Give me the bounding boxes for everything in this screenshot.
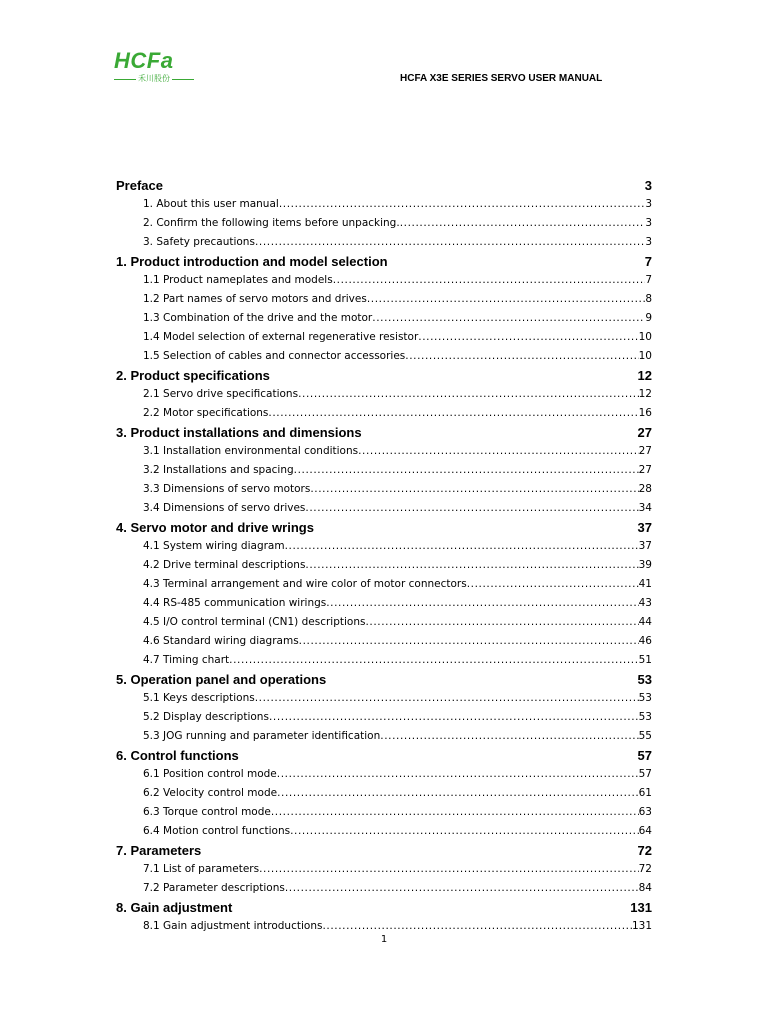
toc-entry-page: 43 (638, 597, 652, 609)
toc-dot-leader (418, 328, 638, 347)
toc-section-title: Preface (116, 178, 163, 193)
toc-dot-leader (255, 689, 639, 708)
toc-section-page: 53 (637, 672, 652, 687)
toc-entry-page: 16 (638, 407, 652, 419)
toc-entry-title: 5.1 Keys descriptions (143, 692, 255, 704)
toc-dot-leader (310, 480, 638, 499)
toc-dot-leader (372, 309, 645, 328)
toc-dot-leader (290, 822, 639, 841)
toc-dot-leader (305, 499, 638, 518)
toc-entry-page: 55 (638, 730, 652, 742)
toc-entry-row[interactable] (143, 537, 652, 556)
toc-entry-row[interactable] (143, 499, 652, 518)
toc-entry-row[interactable] (143, 347, 652, 366)
toc-dot-leader (279, 195, 646, 214)
toc-entry-row[interactable] (143, 632, 652, 651)
toc-entry-row[interactable] (143, 328, 652, 347)
toc-section-title: 3. Product installations and dimensions (116, 425, 362, 440)
toc-entry-page: 27 (638, 445, 652, 457)
toc-section-title: 5. Operation panel and operations (116, 672, 327, 687)
toc-dot-leader (299, 632, 639, 651)
toc-dot-leader (269, 708, 639, 727)
toc-entry-title: 7.1 List of parameters (143, 863, 260, 875)
toc-section-title: 1. Product introduction and model selection (116, 254, 388, 269)
toc-entry-page: 34 (638, 502, 652, 514)
toc-section-row[interactable] (116, 423, 652, 442)
toc-section-page: 57 (637, 748, 652, 763)
toc-entry-page: 3 (645, 217, 652, 229)
toc-dot-leader (380, 727, 638, 746)
toc-dot-leader (326, 594, 638, 613)
table-of-contents (116, 176, 652, 936)
toc-entry-row[interactable] (143, 404, 652, 423)
toc-section-page: 7 (644, 254, 652, 269)
toc-entry-row[interactable] (143, 689, 652, 708)
toc-entry-title: 1.1 Product nameplates and models (143, 274, 333, 286)
toc-entry-page: 64 (638, 825, 652, 837)
toc-entry-title: 4.6 Standard wiring diagrams (143, 635, 299, 647)
toc-entry-title: 4.2 Drive terminal descriptions (143, 559, 306, 571)
toc-entry-row[interactable] (143, 233, 652, 252)
toc-entry-title: 6.4 Motion control functions (143, 825, 291, 837)
toc-entry-row[interactable] (143, 803, 652, 822)
toc-entry-title: 1.3 Combination of the drive and the motor (143, 312, 373, 324)
toc-entry-page: 37 (638, 540, 652, 552)
toc-entry-row[interactable] (143, 879, 652, 898)
toc-entry-row[interactable] (143, 442, 652, 461)
toc-entry-title: 4.4 RS-485 communication wirings (143, 597, 327, 609)
toc-entry-title: 8.1 Gain adjustment introductions (143, 920, 323, 932)
toc-entry-title: 2. Confirm the following items before unpacking. (143, 217, 400, 229)
toc-entry-row[interactable] (143, 860, 652, 879)
toc-entry-title: 3.2 Installations and spacing (143, 464, 294, 476)
toc-entry-row[interactable] (143, 784, 652, 803)
toc-dot-leader (333, 271, 646, 290)
toc-dot-leader (259, 860, 639, 879)
toc-entry-row[interactable] (143, 575, 652, 594)
toc-entry-row[interactable] (143, 613, 652, 632)
toc-entry-row[interactable] (143, 290, 652, 309)
toc-dot-leader (405, 347, 638, 366)
toc-dot-leader (294, 461, 639, 480)
toc-entry-row[interactable] (143, 271, 652, 290)
toc-section-row[interactable] (116, 518, 652, 537)
toc-entry-title: 1.5 Selection of cables and connector accessories (143, 350, 406, 362)
toc-dot-leader (277, 765, 639, 784)
toc-entry-page: 3 (645, 198, 652, 210)
logo-subtitle (114, 74, 194, 84)
toc-section-title: 2. Product specifications (116, 368, 270, 383)
toc-dot-leader (367, 290, 645, 309)
toc-entry-page: 10 (638, 331, 652, 343)
toc-entry-title: 6.3 Torque control mode (143, 806, 271, 818)
page-number: 1 (380, 934, 388, 945)
toc-entry-title: 3.1 Installation environmental conditions (143, 445, 359, 457)
toc-entry-page: 9 (645, 312, 652, 324)
company-logo (114, 50, 194, 86)
toc-entry-row[interactable] (143, 214, 652, 233)
toc-section-page: 27 (637, 425, 652, 440)
logo-wordmark: HCFa (114, 48, 174, 73)
toc-dot-leader (298, 385, 639, 404)
toc-entry-page: 84 (638, 882, 652, 894)
toc-entry-title: 5.2 Display descriptions (143, 711, 269, 723)
logo-chinese-name: 禾川股份 (138, 74, 170, 83)
toc-entry-row[interactable] (143, 651, 652, 670)
toc-dot-leader (268, 404, 638, 423)
toc-section-page: 131 (630, 900, 652, 915)
toc-section-page: 12 (637, 368, 652, 383)
toc-entry-title: 3. Safety precautions (143, 236, 255, 248)
toc-section-row[interactable] (116, 366, 652, 385)
toc-entry-page: 7 (645, 274, 652, 286)
toc-entry-row[interactable] (143, 594, 652, 613)
toc-dot-leader (467, 575, 639, 594)
toc-dot-leader (358, 442, 639, 461)
toc-entry-row[interactable] (143, 309, 652, 328)
toc-entry-title: 1.4 Model selection of external regenerative resistor (143, 331, 419, 343)
toc-section-row[interactable] (116, 176, 652, 195)
toc-entry-page: 28 (638, 483, 652, 495)
toc-dot-leader (229, 651, 638, 670)
toc-dot-leader (271, 803, 639, 822)
toc-dot-leader (400, 214, 646, 233)
toc-entry-title: 3.4 Dimensions of servo drives (143, 502, 306, 514)
running-header-title: HCFA X3E SERIES SERVO USER MANUAL (400, 73, 603, 84)
toc-section-row[interactable] (116, 898, 652, 917)
toc-entry-title: 1. About this user manual (143, 198, 279, 210)
toc-entry-row[interactable] (143, 480, 652, 499)
toc-entry-row[interactable] (143, 822, 652, 841)
toc-dot-leader (285, 537, 639, 556)
toc-dot-leader (365, 613, 638, 632)
toc-entry-title: 4.7 Timing chart (143, 654, 230, 666)
toc-entry-page: 3 (645, 236, 652, 248)
toc-entry-title: 4.1 System wiring diagram (143, 540, 285, 552)
logo-rule-left (114, 79, 136, 80)
toc-entry-title: 5.3 JOG running and parameter identification (143, 730, 381, 742)
toc-entry-row[interactable] (143, 556, 652, 575)
toc-entry-title: 2.2 Motor specifications (143, 407, 269, 419)
toc-entry-page: 10 (638, 350, 652, 362)
toc-entry-page: 46 (638, 635, 652, 647)
toc-entry-title: 3.3 Dimensions of servo motors (143, 483, 311, 495)
toc-dot-leader (277, 784, 639, 803)
toc-entry-page: 72 (638, 863, 652, 875)
toc-entry-page: 39 (638, 559, 652, 571)
toc-section-row[interactable] (116, 252, 652, 271)
logo-rule-right (172, 79, 194, 80)
toc-dot-leader (255, 233, 645, 252)
toc-entry-page: 8 (645, 293, 652, 305)
toc-entry-title: 6.1 Position control mode (143, 768, 277, 780)
toc-entry-page: 63 (638, 806, 652, 818)
toc-section-row[interactable] (116, 746, 652, 765)
toc-section-title: 8. Gain adjustment (116, 900, 233, 915)
toc-entry-page: 12 (638, 388, 652, 400)
toc-dot-leader (285, 879, 639, 898)
toc-entry-title: 7.2 Parameter descriptions (143, 882, 285, 894)
toc-section-title: 6. Control functions (116, 748, 239, 763)
toc-section-title: 4. Servo motor and drive wrings (116, 520, 314, 535)
toc-entry-row[interactable] (143, 195, 652, 214)
toc-entry-title: 4.3 Terminal arrangement and wire color of motor connectors (143, 578, 467, 590)
toc-section-page: 72 (637, 843, 652, 858)
toc-section-row[interactable] (116, 670, 652, 689)
toc-dot-leader (305, 556, 638, 575)
toc-section-row[interactable] (116, 841, 652, 860)
toc-entry-page: 51 (638, 654, 652, 666)
toc-section-title: 7. Parameters (116, 843, 202, 858)
toc-entry-page: 61 (638, 787, 652, 799)
toc-entry-title: 6.2 Velocity control mode (143, 787, 278, 799)
toc-section-page: 37 (637, 520, 652, 535)
toc-entry-title: 1.2 Part names of servo motors and drives (143, 293, 367, 305)
toc-entry-page: 53 (638, 692, 652, 704)
toc-entry-title: 2.1 Servo drive specifications (143, 388, 299, 400)
toc-entry-row[interactable] (143, 385, 652, 404)
toc-entry-row[interactable] (143, 461, 652, 480)
toc-entry-page: 44 (638, 616, 652, 628)
toc-entry-page: 131 (631, 920, 652, 932)
toc-entry-row[interactable] (143, 727, 652, 746)
toc-section-page: 3 (644, 178, 652, 193)
toc-entry-row[interactable] (143, 765, 652, 784)
toc-entry-page: 41 (638, 578, 652, 590)
toc-entry-page: 57 (638, 768, 652, 780)
toc-entry-page: 53 (638, 711, 652, 723)
toc-entry-title: 4.5 I/O control terminal (CN1) descriptions (143, 616, 366, 628)
toc-entry-page: 27 (638, 464, 652, 476)
toc-entry-row[interactable] (143, 708, 652, 727)
